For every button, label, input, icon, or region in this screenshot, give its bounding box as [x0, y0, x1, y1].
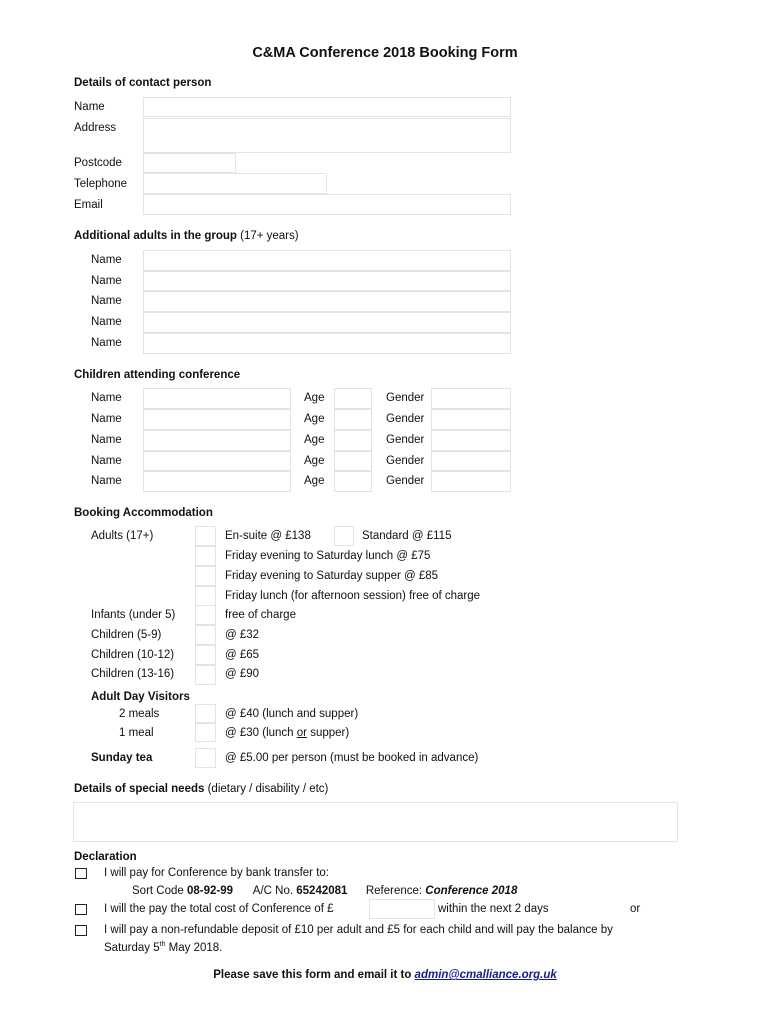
- contact-email-field[interactable]: [143, 194, 511, 215]
- form-title: C&MA Conference 2018 Booking Form: [252, 45, 518, 61]
- or-text: or: [630, 903, 641, 915]
- child-gender-label: Gender: [386, 455, 425, 467]
- adult-name-field[interactable]: [143, 291, 511, 312]
- contact-name-field[interactable]: [143, 97, 511, 117]
- contact-telephone-label: Telephone: [74, 178, 128, 190]
- two-meals-price: @ £40 (lunch and supper): [225, 708, 359, 720]
- contact-heading: Details of contact person: [74, 77, 212, 89]
- child-name-label: Name: [91, 455, 122, 467]
- sunday-tea-price: @ £5.00 per person (must be booked in advance): [225, 752, 479, 764]
- sunday-tea-label: Sunday tea: [91, 752, 153, 764]
- email-link[interactable]: admin@cmalliance.org.uk: [414, 969, 557, 981]
- full-payment-text: I will the pay the total cost of Conference of £: [104, 903, 334, 915]
- within-days-text: within the next 2 days: [438, 903, 549, 915]
- child-age-field[interactable]: [334, 471, 372, 492]
- child-gender-field[interactable]: [431, 451, 511, 471]
- fri-sat-lunch-label: Friday evening to Saturday lunch @ £75: [225, 550, 431, 562]
- child-name-field[interactable]: [143, 388, 291, 409]
- child-age-label: Age: [304, 455, 325, 467]
- full-payment-checkbox[interactable]: [75, 904, 87, 915]
- deposit-date-text: Saturday 5th May 2018.: [104, 941, 223, 954]
- contact-address-field[interactable]: [143, 118, 511, 153]
- child-age-label: Age: [304, 413, 325, 425]
- two-meals-qty-field[interactable]: [195, 704, 216, 723]
- contact-telephone-field[interactable]: [143, 173, 327, 194]
- adult-name-field[interactable]: [143, 312, 511, 333]
- child-gender-label: Gender: [386, 392, 425, 404]
- child-name-label: Name: [91, 475, 122, 487]
- child-gender-field[interactable]: [431, 409, 511, 430]
- infants-qty-field[interactable]: [195, 605, 216, 625]
- child-age-label: Age: [304, 392, 325, 404]
- fri-sat-supper-label: Friday evening to Saturday supper @ £85: [225, 570, 439, 582]
- children-13-16-qty-field[interactable]: [195, 665, 216, 685]
- two-meals-label: 2 meals: [119, 708, 160, 720]
- child-name-field[interactable]: [143, 430, 291, 451]
- bank-details: Sort Code 08-92-99 A/C No. 65242081 Reference: Conference 2018: [132, 885, 518, 897]
- ensuite-qty-field[interactable]: [195, 526, 216, 546]
- children-10-12-price: @ £65: [225, 649, 260, 661]
- day-visitors-heading: Adult Day Visitors: [91, 691, 190, 703]
- adult-name-field[interactable]: [143, 333, 511, 354]
- child-gender-label: Gender: [386, 413, 425, 425]
- accommodation-heading: Booking Accommodation: [74, 507, 213, 519]
- children-heading: Children attending conference: [74, 369, 241, 381]
- bank-transfer-text: I will pay for Conference by bank transfer to:: [104, 867, 329, 879]
- footer-instruction: Please save this form and email it to admin@cmalliance.org.uk: [213, 969, 557, 981]
- ensuite-label: En-suite @ £138: [225, 530, 311, 542]
- contact-name-label: Name: [74, 101, 105, 113]
- child-gender-field[interactable]: [431, 430, 511, 451]
- sunday-tea-qty-field[interactable]: [195, 748, 216, 768]
- fri-lunch-label: Friday lunch (for afternoon session) free of charge: [225, 590, 481, 602]
- standard-qty-field[interactable]: [334, 526, 354, 546]
- adult-name-label: Name: [91, 316, 122, 328]
- infants-label: Infants (under 5): [91, 609, 176, 621]
- adults-heading: Additional adults in the group (17+ years): [74, 230, 299, 242]
- child-age-field[interactable]: [334, 409, 372, 430]
- child-gender-label: Gender: [386, 434, 425, 446]
- declaration-heading: Declaration: [74, 851, 137, 863]
- child-gender-field[interactable]: [431, 388, 511, 409]
- child-name-label: Name: [91, 392, 122, 404]
- child-name-label: Name: [91, 413, 122, 425]
- children-5-9-label: Children (5-9): [91, 629, 162, 641]
- child-gender-label: Gender: [386, 475, 425, 487]
- fri-sat-supper-qty-field[interactable]: [195, 566, 216, 586]
- contact-address-label: Address: [74, 122, 117, 134]
- child-name-field[interactable]: [143, 471, 291, 492]
- contact-email-label: Email: [74, 199, 103, 211]
- special-needs-field[interactable]: [73, 802, 678, 842]
- special-needs-heading: Details of special needs (dietary / disability / etc): [74, 783, 329, 795]
- adult-name-label: Name: [91, 295, 122, 307]
- adult-name-label: Name: [91, 337, 122, 349]
- deposit-text: I will pay a non-refundable deposit of £10 per adult and £5 for each child and will pay the balance by: [104, 924, 613, 936]
- child-name-field[interactable]: [143, 451, 291, 471]
- adult-name-label: Name: [91, 275, 122, 287]
- adults-label: Adults (17+): [91, 530, 154, 542]
- child-gender-field[interactable]: [431, 471, 511, 492]
- contact-postcode-label: Postcode: [74, 157, 122, 169]
- children-13-16-price: @ £90: [225, 668, 260, 680]
- total-cost-field[interactable]: [369, 899, 435, 919]
- standard-label: Standard @ £115: [362, 530, 452, 542]
- adult-name-label: Name: [91, 254, 122, 266]
- contact-postcode-field[interactable]: [143, 153, 236, 173]
- child-age-label: Age: [304, 434, 325, 446]
- adult-name-field[interactable]: [143, 271, 511, 291]
- infants-price: free of charge: [225, 609, 296, 621]
- children-13-16-label: Children (13-16): [91, 668, 175, 680]
- adult-name-field[interactable]: [143, 250, 511, 271]
- child-age-field[interactable]: [334, 430, 372, 451]
- children-10-12-qty-field[interactable]: [195, 645, 216, 665]
- fri-sat-lunch-qty-field[interactable]: [195, 546, 216, 566]
- child-age-field[interactable]: [334, 388, 372, 409]
- child-name-field[interactable]: [143, 409, 291, 430]
- child-age-label: Age: [304, 475, 325, 487]
- children-5-9-qty-field[interactable]: [195, 625, 216, 645]
- children-5-9-price: @ £32: [225, 629, 260, 641]
- one-meal-price: @ £30 (lunch or supper): [225, 727, 350, 739]
- deposit-checkbox[interactable]: [75, 925, 87, 936]
- children-10-12-label: Children (10-12): [91, 649, 175, 661]
- one-meal-label: 1 meal: [119, 727, 154, 739]
- bank-transfer-checkbox[interactable]: [75, 868, 87, 879]
- child-name-label: Name: [91, 434, 122, 446]
- fri-lunch-qty-field[interactable]: [195, 586, 216, 606]
- one-meal-qty-field[interactable]: [195, 723, 216, 742]
- child-age-field[interactable]: [334, 451, 372, 471]
